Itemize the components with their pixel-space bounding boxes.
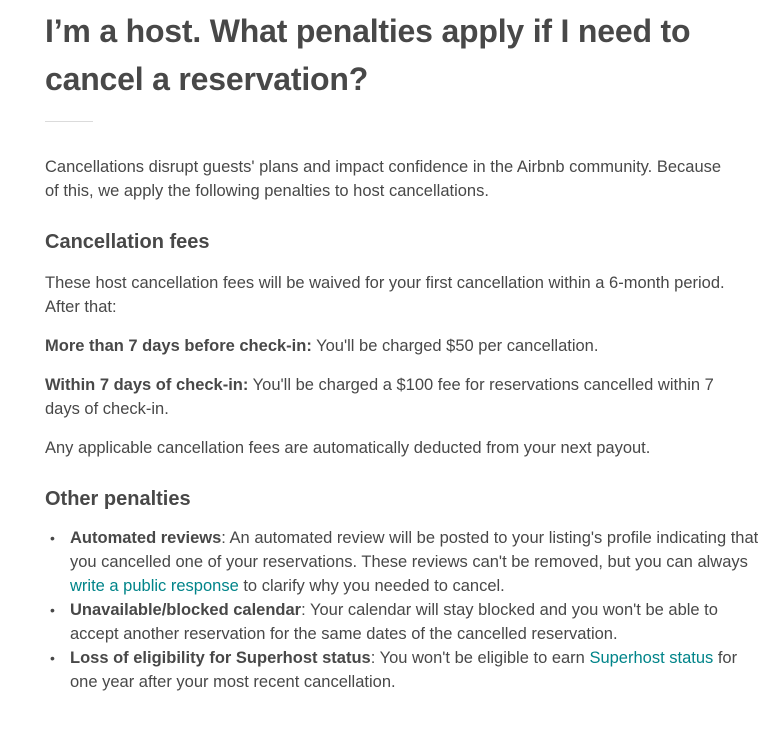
more-than-7-days-label: More than 7 days before check-in: — [45, 337, 312, 355]
automated-reviews-text-after: to clarify why you needed to cancel. — [238, 577, 505, 595]
other-penalties-heading: Other penalties — [45, 488, 191, 510]
superhost-status-link[interactable]: Superhost status — [589, 649, 714, 667]
within-7-days-label: Within 7 days of check-in: — [45, 376, 249, 394]
more-than-7-days-text: You'll be charged $50 per cancellation. — [311, 337, 599, 355]
blocked-calendar-text: : Your calendar will stay blocked and you won't be able to accept another reservation for the same dates of the cancelled reservation. — [70, 601, 718, 643]
list-item-superhost-eligibility — [50, 646, 758, 694]
list-item-automated-reviews — [50, 526, 758, 598]
write-public-response-link[interactable]: write a public response — [70, 577, 239, 595]
list-item-blocked-calendar — [50, 598, 758, 646]
title-divider — [45, 121, 93, 122]
other-penalties-list — [45, 526, 758, 694]
superhost-eligibility-text: : You won't be eligible to earn — [370, 649, 590, 667]
automated-reviews-label: Automated reviews — [70, 529, 222, 547]
bullet-icon: • — [50, 530, 55, 546]
blocked-calendar-label: Unavailable/blocked calendar — [70, 601, 302, 619]
within-7-days-paragraph — [45, 373, 735, 421]
intro-paragraph: Cancellations disrupt guests' plans and impact confidence in the Airbnb community. Because of this, we apply the following penalties to host cancellations. — [45, 158, 722, 200]
bullet-icon: • — [50, 650, 55, 666]
bullet-icon: • — [50, 602, 55, 618]
superhost-eligibility-label: Loss of eligibility for Superhost status — [70, 649, 371, 667]
superhost-eligibility-text-after: for one year after your most recent cancellation. — [70, 649, 738, 691]
deduction-paragraph: Any applicable cancellation fees are automatically deducted from your next payout. — [45, 439, 651, 457]
more-than-7-days-paragraph — [45, 334, 735, 358]
page-title: I’m a host. What penalties apply if I need to cancel a reservation? — [45, 13, 691, 97]
automated-reviews-text: : An automated review will be posted to your listing's profile indicating that you cancelled one of your reservations. These reviews can't be removed, but you can always — [70, 529, 758, 571]
waiver-paragraph: These host cancellation fees will be waived for your first cancellation within a 6-month period. After that: — [45, 274, 725, 316]
cancellation-fees-heading: Cancellation fees — [45, 231, 210, 253]
within-7-days-text: You'll be charged a $100 fee for reservations cancelled within 7 days of check-in. — [45, 376, 714, 418]
